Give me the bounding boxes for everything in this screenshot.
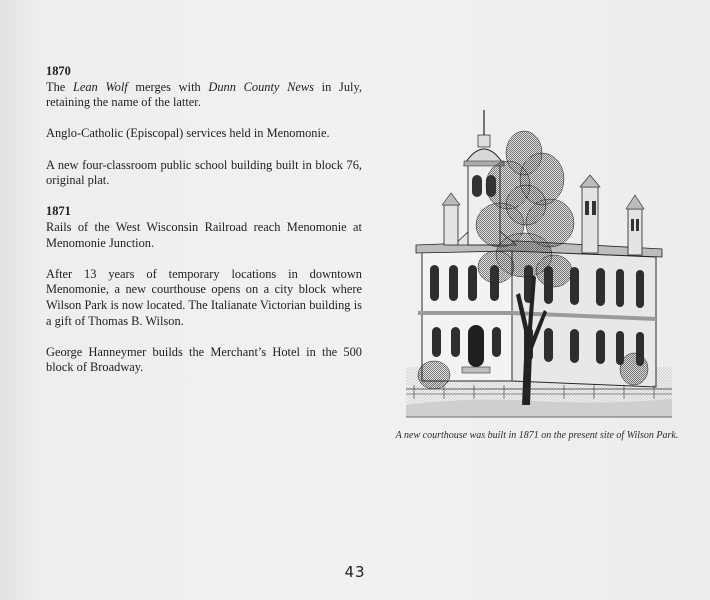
page-number: 43 — [344, 563, 366, 581]
courthouse-illustration — [404, 105, 674, 421]
entry-1871-railroad: Rails of the West Wisconsin Railroad reach Menomonie at Menomonie Junction. — [46, 219, 362, 250]
year-heading-1870: 1870 — [46, 64, 71, 78]
entry-1871-courthouse: After 13 years of temporary locations in downtown Menomonie, a new courthouse opens on a city block where Wilson Park is now located. The Italianate Victorian building is a gift of Thomas B. Wilson. — [46, 266, 362, 328]
entry-1870-school-building: A new four-classroom public school building built in block 76, original plat. — [46, 157, 362, 188]
newspaper-name-dunn-county-news: Dunn County News — [208, 79, 314, 94]
timeline-text — [46, 64, 362, 376]
newspaper-name-lean-wolf: Lean Wolf — [72, 79, 128, 94]
entry-1870-episcopal-services: Anglo-Catholic (Episcopal) services held in Menomonie. — [46, 126, 330, 141]
year-heading-1871: 1871 — [46, 204, 71, 219]
entry-1870-newspaper-merger: The Lean Wolf merges with Dunn County News in July, retaining the name of the latter. — [46, 79, 362, 110]
entry-1871-merchants-hotel: George Hanneymer builds the Merchant’s Hotel in the 500 block of Broadway. — [46, 344, 362, 375]
figure-caption: A new courthouse was built in 1871 on the present site of Wilson Park. — [395, 430, 679, 441]
